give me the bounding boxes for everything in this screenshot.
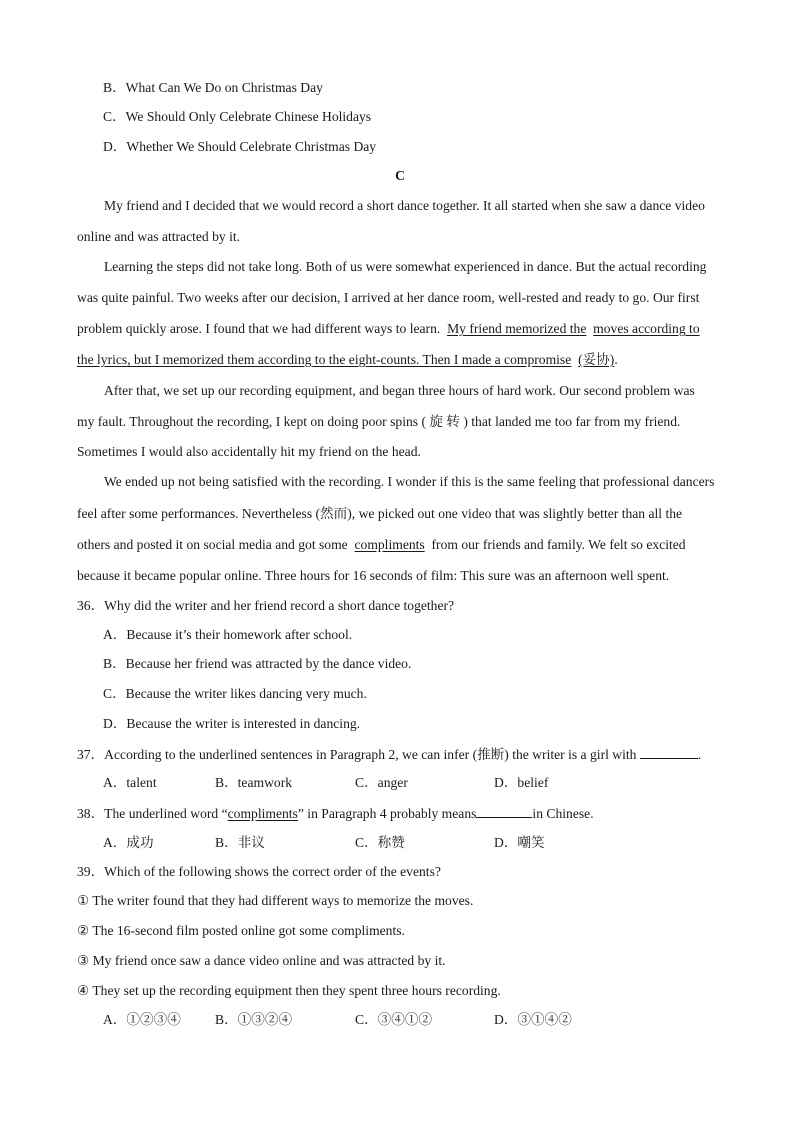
section-label: C <box>395 168 405 183</box>
underlined-sentence-part1: My friend memorized the <box>447 321 587 336</box>
q39-event-3: ③ My friend once saw a dance video online and was attracted by it. <box>77 953 446 968</box>
underlined-sentence-part2: moves according to <box>593 321 700 336</box>
passage-p1-line1: My friend and I decided that we would record a short dance together. It all started when she saw a dance video <box>104 198 705 213</box>
q38-option-c: C．称赞 <box>355 835 405 850</box>
q38-stem-text-a: 38．The underlined word “ <box>77 806 228 821</box>
q39-option-c: C．③④①② <box>355 1012 433 1027</box>
gloss-compromise: (妥协) <box>578 352 615 367</box>
passage-p2-line3 <box>77 321 700 337</box>
q39-event-4: ④ They set up the recording equipment then they spent three hours recording. <box>77 983 501 998</box>
q38-option-a: A．成功 <box>103 835 154 850</box>
passage-p3-line2: my fault. Throughout the recording, I kept on doing poor spins ( 旋 转 ) that landed me too far from my friend. <box>77 414 681 429</box>
passage-p4-line3-text-a: others and posted it on social media and got some <box>77 537 348 552</box>
passage-p2-line1: Learning the steps did not take long. Both of us were somewhat experienced in dance. But the actual recording <box>104 259 707 274</box>
q39-option-b: B．①③②④ <box>215 1012 293 1027</box>
q37-option-d: D．belief <box>494 775 549 790</box>
passage-p1-line2: online and was attracted by it. <box>77 229 241 244</box>
q36-stem: 36．Why did the writer and her friend record a short dance together? <box>77 598 455 613</box>
q38-options <box>0 835 800 851</box>
passage-p4-line3-text-b: from our friends and family. We felt so excited <box>431 537 686 552</box>
prev-option-b: B．What Can We Do on Christmas Day <box>103 80 323 95</box>
q39-stem: 39．Which of the following shows the correct order of the events? <box>77 864 441 879</box>
q39-options <box>0 1012 800 1028</box>
q38-stem-text-b: ” in Paragraph 4 probably means <box>297 806 477 821</box>
q38-option-b: B．非议 <box>215 835 265 850</box>
q39-event-1: ① The writer found that they had different ways to memorize the moves. <box>77 893 474 908</box>
passage-p2-line3-text: problem quickly arose. I found that we had different ways to learn. <box>77 321 441 336</box>
passage-p3-line1: After that, we set up our recording equipment, and began three hours of hard work. Our second problem was <box>104 383 695 398</box>
prev-option-d: D．Whether We Should Celebrate Christmas Day <box>103 139 377 154</box>
passage-p2-line2: was quite painful. Two weeks after our decision, I arrived at her dance room, well-rested and ready to go. Our first <box>77 290 700 305</box>
answer-blank <box>476 805 532 818</box>
underlined-word-compliments: compliments <box>354 537 425 552</box>
q37-option-c: C．anger <box>355 775 408 790</box>
passage-p2-end: . <box>614 352 618 367</box>
prev-option-c: C．We Should Only Celebrate Chinese Holidays <box>103 109 372 124</box>
passage-p4-line2: feel after some performances. Nevertheless (然而), we picked out one video that was slightly better than all the <box>77 506 683 521</box>
q38-stem <box>77 805 594 822</box>
passage-p3-line3: Sometimes I would also accidentally hit my friend on the head. <box>77 444 421 459</box>
q37-option-b: B．teamwork <box>215 775 293 790</box>
q36-option-b: B．Because her friend was attracted by the dance video. <box>103 656 412 671</box>
answer-blank <box>640 746 698 759</box>
passage-p4-line3 <box>77 537 686 553</box>
q36-option-c: C．Because the writer likes dancing very much. <box>103 686 367 701</box>
q38-stem-text-c: in Chinese. <box>532 806 594 821</box>
q36-option-a: A．Because it’s their homework after school. <box>103 627 353 642</box>
passage-p4-line4: because it became popular online. Three hours for 16 seconds of film: This sure was an afternoon well spent. <box>77 568 670 583</box>
q37-stem-text: 37．According to the underlined sentences in Paragraph 2, we can infer (推断) the writer is a girl with <box>77 747 637 762</box>
passage-p2-line4 <box>77 352 618 368</box>
q37-options <box>0 775 800 791</box>
q37-option-a: A．talent <box>103 775 157 790</box>
q39-option-a: A．①②③④ <box>103 1012 181 1027</box>
q39-event-2: ② The 16-second film posted online got some compliments. <box>77 923 405 938</box>
q37-stem <box>77 746 701 763</box>
q38-option-d: D．嘲笑 <box>494 835 545 850</box>
q38-underlined-word: compliments <box>227 806 298 821</box>
underlined-sentence-part3: the lyrics, but I memorized them according to the eight-counts. Then I made a compromise <box>77 352 572 367</box>
q36-option-d: D．Because the writer is interested in dancing. <box>103 716 361 731</box>
q39-option-d: D．③①④② <box>494 1012 572 1027</box>
passage-p4-line1: We ended up not being satisfied with the recording. I wonder if this is the same feeling that professional dancers <box>104 474 715 489</box>
q37-stem-end: . <box>697 747 702 762</box>
